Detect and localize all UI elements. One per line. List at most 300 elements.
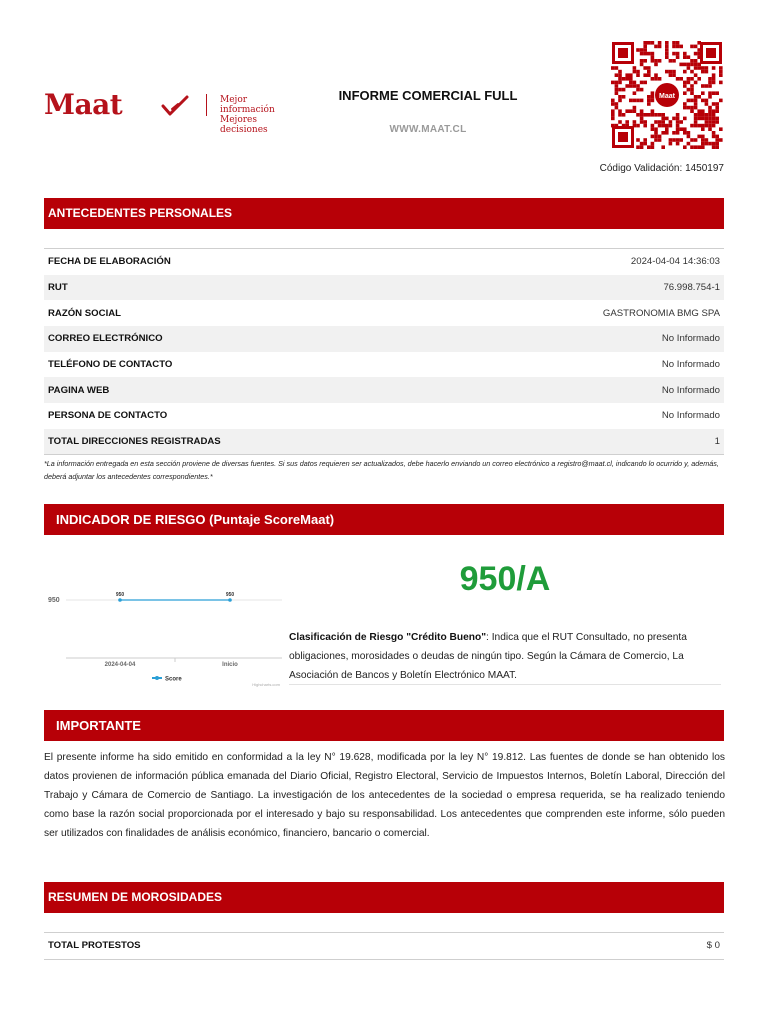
qr-module — [715, 138, 719, 142]
qr-module — [654, 73, 658, 77]
qr-module — [640, 52, 644, 56]
qr-module — [694, 113, 698, 117]
qr-module — [694, 99, 698, 103]
risk-classification-label: Clasificación de Riesgo "Crédito Bueno" — [289, 632, 487, 643]
qr-module — [705, 120, 709, 124]
qr-module — [618, 70, 622, 74]
row-label: PERSONA DE CONTACTO — [48, 410, 168, 422]
qr-module — [669, 73, 673, 77]
qr-module — [683, 81, 687, 85]
qr-module — [712, 117, 716, 121]
qr-module — [661, 113, 665, 117]
qr-module — [618, 99, 622, 103]
row-value: No Informado — [661, 384, 720, 396]
qr-module — [654, 131, 658, 135]
qr-module — [690, 88, 694, 92]
qr-module — [640, 48, 644, 52]
qr-module — [676, 45, 680, 49]
chart-data-label: 950 — [115, 592, 125, 598]
qr-module — [697, 77, 701, 81]
qr-module — [701, 84, 705, 88]
qr-module — [651, 99, 655, 103]
qr-module — [712, 131, 716, 135]
qr-module — [701, 113, 705, 117]
qr-module — [712, 142, 716, 146]
qr-module — [697, 117, 701, 121]
qr-module — [640, 63, 644, 67]
qr-module — [676, 77, 680, 81]
qr-module — [669, 59, 673, 63]
row-value: No Informado — [661, 410, 720, 422]
qr-module — [618, 120, 622, 124]
qr-module — [705, 113, 709, 117]
qr-module — [708, 117, 712, 121]
qr-module — [618, 113, 622, 117]
qr-module — [694, 106, 698, 110]
qr-module — [651, 142, 655, 146]
row-value: 76.998.754-1 — [663, 282, 720, 294]
qr-module — [643, 45, 647, 49]
qr-module — [651, 91, 655, 95]
validation-value: 1450197 — [685, 163, 724, 174]
qr-module — [676, 131, 680, 135]
qr-module — [633, 106, 637, 110]
qr-module — [683, 145, 687, 149]
qr-module — [712, 81, 716, 85]
qr-module — [697, 145, 701, 149]
qr-module — [622, 95, 626, 99]
chart-data-label: 950 — [225, 592, 235, 598]
row-value: No Informado — [661, 359, 720, 371]
qr-module — [640, 99, 644, 103]
qr-module — [690, 77, 694, 81]
qr-module — [708, 142, 712, 146]
qr-module — [654, 63, 658, 67]
qr-module — [708, 84, 712, 88]
row-value: 2024-04-04 14:36:03 — [630, 256, 720, 268]
qr-module — [665, 52, 669, 56]
qr-module — [636, 138, 640, 142]
qr-module — [690, 106, 694, 110]
qr-module — [643, 52, 647, 56]
qr-module — [708, 127, 712, 131]
website-link[interactable]: WWW.MAAT.CL — [389, 124, 467, 135]
qr-module — [651, 109, 655, 113]
qr-module — [697, 95, 701, 99]
qr-module — [712, 124, 716, 128]
qr-module — [654, 135, 658, 139]
qr-module — [651, 95, 655, 99]
qr-module — [661, 124, 665, 128]
qr-module — [676, 113, 680, 117]
qr-module — [625, 73, 629, 77]
qr-module — [694, 95, 698, 99]
qr-module — [618, 95, 622, 99]
qr-module — [705, 102, 709, 106]
qr-module — [643, 59, 647, 63]
qr-module — [654, 59, 658, 63]
qr-module — [629, 73, 633, 77]
logo-tagline-line-2: Mejores decisiones — [220, 115, 268, 135]
qr-module — [665, 70, 669, 74]
qr-module — [658, 59, 662, 63]
qr-module — [636, 113, 640, 117]
qr-module — [676, 120, 680, 124]
logo-tagline — [220, 95, 284, 135]
score-chart — [44, 546, 284, 688]
qr-module — [676, 117, 680, 121]
report-title: INFORME COMERCIAL FULL — [338, 88, 518, 103]
qr-module — [712, 135, 716, 139]
qr-module — [622, 113, 626, 117]
qr-module — [712, 91, 716, 95]
qr-module — [672, 52, 676, 56]
qr-module — [715, 102, 719, 106]
qr-module — [647, 70, 651, 74]
qr-module — [661, 145, 665, 149]
qr-module — [719, 138, 723, 142]
qr-module — [715, 117, 719, 121]
qr-module — [701, 124, 705, 128]
qr-module — [672, 138, 676, 142]
qr-module — [715, 135, 719, 139]
qr-module — [640, 113, 644, 117]
row-label: TOTAL DIRECCIONES REGISTRADAS — [48, 435, 221, 447]
qr-module — [679, 63, 683, 67]
qr-module — [636, 99, 640, 103]
qr-module — [625, 77, 629, 81]
logo-tagline-line-1: Mejor información — [220, 95, 275, 115]
qr-module — [611, 113, 615, 117]
qr-module — [651, 52, 655, 56]
qr-module — [640, 117, 644, 121]
qr-module — [683, 117, 687, 121]
qr-module — [683, 63, 687, 67]
chart-credit: Highcharts.com — [252, 682, 280, 687]
qr-module — [697, 113, 701, 117]
row-value: GASTRONOMIA BMG SPA — [602, 307, 720, 319]
qr-module — [712, 73, 716, 77]
table-row — [44, 249, 724, 275]
qr-module — [719, 70, 723, 74]
row-label: TOTAL PROTESTOS — [48, 940, 141, 952]
qr-module — [687, 99, 691, 103]
legend-label: Score — [165, 676, 182, 683]
qr-module — [615, 88, 619, 92]
qr-module — [643, 66, 647, 70]
table-row — [44, 429, 724, 455]
qr-module — [687, 77, 691, 81]
qr-module — [629, 99, 633, 103]
qr-module — [629, 77, 633, 81]
qr-module — [715, 106, 719, 110]
section-risk-header: INDICADOR DE RIESGO (Puntaje ScoreMaat) — [44, 504, 724, 535]
qr-module — [672, 45, 676, 49]
section-personal-header: ANTECEDENTES PERSONALES — [44, 198, 724, 229]
qr-module — [615, 66, 619, 70]
row-label: CORREO ELECTRÓNICO — [48, 333, 163, 345]
morosidades-table — [44, 932, 724, 960]
qr-module — [701, 91, 705, 95]
qr-module — [683, 84, 687, 88]
qr-module — [694, 117, 698, 121]
qr-module — [679, 127, 683, 131]
qr-module — [708, 95, 712, 99]
qr-module — [672, 59, 676, 63]
qr-module — [690, 138, 694, 142]
qr-module — [651, 135, 655, 139]
qr-module — [683, 127, 687, 131]
qr-module — [665, 48, 669, 52]
qr-module — [672, 41, 676, 45]
qr-module — [658, 113, 662, 117]
qr-module — [705, 142, 709, 146]
qr-module — [658, 135, 662, 139]
qr-module — [687, 131, 691, 135]
table-row — [44, 275, 724, 301]
chart-ytick-label: 950 — [48, 597, 60, 604]
qr-module — [636, 73, 640, 77]
qr-module — [665, 55, 669, 59]
qr-module — [665, 45, 669, 49]
qr-module — [615, 102, 619, 106]
table-row — [44, 403, 724, 429]
row-label: TELÉFONO DE CONTACTO — [48, 359, 173, 371]
qr-module — [719, 127, 723, 131]
qr-module — [636, 124, 640, 128]
qr-module — [647, 102, 651, 106]
qr-module — [719, 99, 723, 103]
personal-info-table — [44, 248, 724, 455]
qr-module — [708, 120, 712, 124]
logo-wordmark: Maat — [44, 88, 123, 121]
important-text: El presente informe ha sido emitido en conformidad a la ley N° 19.628, modificada por la ley N° 19.812. Las fuentes de donde se han obtenido los datos provienen de información pública emanada del Diario Oficial, Registro Electoral, Servicio de Impuestos Internos, Boletín Laboral, Dirección del Trabajo y Cámara de Comercio de Santiago. La investigación de los antecedentes de la sociedad o empresa requerida, se ha realizado teniendo como base la razón social proporcionada por el interesado y bajo su responsabilidad. Los antecedentes que comprenden este informe, sólo pueden ser utilizados con finalidades de análisis económico, financiero, bancario o comercial. — [44, 752, 725, 839]
qr-module — [669, 142, 673, 146]
qr-module — [690, 91, 694, 95]
qr-module — [654, 77, 658, 81]
qr-module — [622, 77, 626, 81]
qr-module — [679, 45, 683, 49]
qr-module — [697, 109, 701, 113]
qr-module — [647, 95, 651, 99]
qr-module — [615, 73, 619, 77]
qr-module — [679, 138, 683, 142]
qr-module — [625, 120, 629, 124]
qr-module — [676, 127, 680, 131]
qr-module — [618, 77, 622, 81]
qr-module — [633, 66, 637, 70]
qr-module — [643, 142, 647, 146]
qr-module — [687, 66, 691, 70]
qr-module — [687, 81, 691, 85]
qr-module — [701, 117, 705, 121]
qr-module — [640, 81, 644, 85]
qr-module — [611, 81, 615, 85]
qr-module — [705, 99, 709, 103]
qr-module — [676, 55, 680, 59]
qr-module — [665, 127, 669, 131]
qr-module — [708, 77, 712, 81]
qr-module — [719, 66, 723, 70]
qr-module — [651, 113, 655, 117]
qr-module — [640, 109, 644, 113]
qr-badge-text: Maat — [659, 93, 675, 100]
qr-module — [647, 66, 651, 70]
qr-module — [640, 120, 644, 124]
qr-module — [676, 41, 680, 45]
qr-module — [694, 66, 698, 70]
qr-module — [643, 113, 647, 117]
qr-module — [669, 138, 673, 142]
qr-module — [701, 127, 705, 131]
qr-module — [687, 106, 691, 110]
row-value: $ 0 — [706, 940, 720, 952]
qr-module — [694, 124, 698, 128]
qr-module — [651, 145, 655, 149]
row-label: FECHA DE ELABORACIÓN — [48, 256, 171, 268]
qr-module — [715, 142, 719, 146]
qr-module — [625, 109, 629, 113]
qr-module — [643, 41, 647, 45]
qr-module — [679, 77, 683, 81]
qr-module — [690, 99, 694, 103]
qr-module — [669, 70, 673, 74]
qr-module — [633, 91, 637, 95]
qr-module — [712, 120, 716, 124]
qr-module — [672, 131, 676, 135]
qr-module — [705, 70, 709, 74]
qr-module — [658, 138, 662, 142]
qr-module — [690, 145, 694, 149]
qr-module — [625, 84, 629, 88]
qr-module — [694, 81, 698, 85]
chart-point — [228, 598, 232, 602]
qr-module — [611, 66, 615, 70]
qr-module — [672, 70, 676, 74]
legend-marker — [155, 676, 159, 680]
qr-module — [676, 52, 680, 56]
qr-module — [629, 109, 633, 113]
qr-module — [633, 109, 637, 113]
qr-module — [618, 73, 622, 77]
qr-module — [658, 120, 662, 124]
qr-module — [719, 73, 723, 77]
qr-module — [683, 70, 687, 74]
qr-module — [708, 113, 712, 117]
qr-module — [640, 142, 644, 146]
qr-module — [676, 124, 680, 128]
qr-module — [643, 48, 647, 52]
qr-module — [615, 106, 619, 110]
qr-module — [633, 120, 637, 124]
qr-module — [669, 124, 673, 128]
personal-footnote: *La información entregada en esta sección proviene de diversas fuentes. Si sus datos requieren ser actualizados, debe hacerlo enviando un correo electrónico a registro@maat.cl, indicando lo ocurrido y, además, deberá adjuntar los antecedentes correspondientes.* — [44, 459, 719, 481]
qr-code — [610, 40, 724, 150]
qr-module — [636, 88, 640, 92]
risk-classification-text — [289, 628, 721, 685]
qr-module — [687, 142, 691, 146]
qr-module — [651, 124, 655, 128]
qr-module — [683, 55, 687, 59]
qr-module — [651, 127, 655, 131]
qr-module — [629, 84, 633, 88]
qr-module — [690, 45, 694, 49]
qr-module — [708, 109, 712, 113]
qr-module — [676, 138, 680, 142]
qr-module — [611, 99, 615, 103]
row-value: 1 — [714, 435, 720, 447]
qr-module — [665, 117, 669, 121]
qr-module — [654, 120, 658, 124]
qr-module — [701, 70, 705, 74]
qr-module — [708, 124, 712, 128]
qr-module — [654, 45, 658, 49]
qr-module — [643, 124, 647, 128]
table-row — [44, 300, 724, 326]
row-label: RAZÓN SOCIAL — [48, 307, 122, 319]
qr-module — [712, 109, 716, 113]
checkmark-icon — [160, 94, 190, 118]
qr-module — [690, 59, 694, 63]
qr-module — [694, 138, 698, 142]
qr-module — [636, 70, 640, 74]
qr-module — [647, 73, 651, 77]
qr-module — [654, 127, 658, 131]
qr-module — [712, 66, 716, 70]
qr-module — [633, 81, 637, 85]
qr-module — [651, 77, 655, 81]
qr-module — [683, 91, 687, 95]
qr-module — [640, 59, 644, 63]
divider — [289, 684, 721, 685]
qr-module — [676, 142, 680, 146]
qr-module — [712, 102, 716, 106]
qr-module — [701, 135, 705, 139]
qr-module — [633, 70, 637, 74]
qr-module — [697, 135, 701, 139]
qr-module — [715, 145, 719, 149]
table-row — [44, 377, 724, 403]
qr-module — [643, 73, 647, 77]
qr-module — [697, 124, 701, 128]
qr-module — [658, 41, 662, 45]
qr-module — [611, 109, 615, 113]
section-morosidades-header: RESUMEN DE MOROSIDADES — [44, 882, 724, 913]
qr-module — [705, 124, 709, 128]
qr-module — [712, 145, 716, 149]
qr-module — [679, 120, 683, 124]
qr-module — [658, 77, 662, 81]
qr-module — [705, 138, 709, 142]
qr-module — [708, 81, 712, 85]
qr-module — [690, 109, 694, 113]
qr-module — [694, 63, 698, 67]
qr-module — [643, 138, 647, 142]
qr-module — [683, 106, 687, 110]
chart-xtick-label: 2024-04-04 — [104, 662, 136, 668]
qr-module — [694, 73, 698, 77]
qr-module — [651, 59, 655, 63]
qr-module — [705, 66, 709, 70]
qr-module — [715, 120, 719, 124]
table-row — [44, 933, 724, 959]
validation-label: Código Validación: — [599, 163, 683, 174]
qr-module — [615, 91, 619, 95]
qr-module — [643, 81, 647, 85]
qr-module — [643, 120, 647, 124]
qr-module — [694, 102, 698, 106]
qr-module — [672, 73, 676, 77]
